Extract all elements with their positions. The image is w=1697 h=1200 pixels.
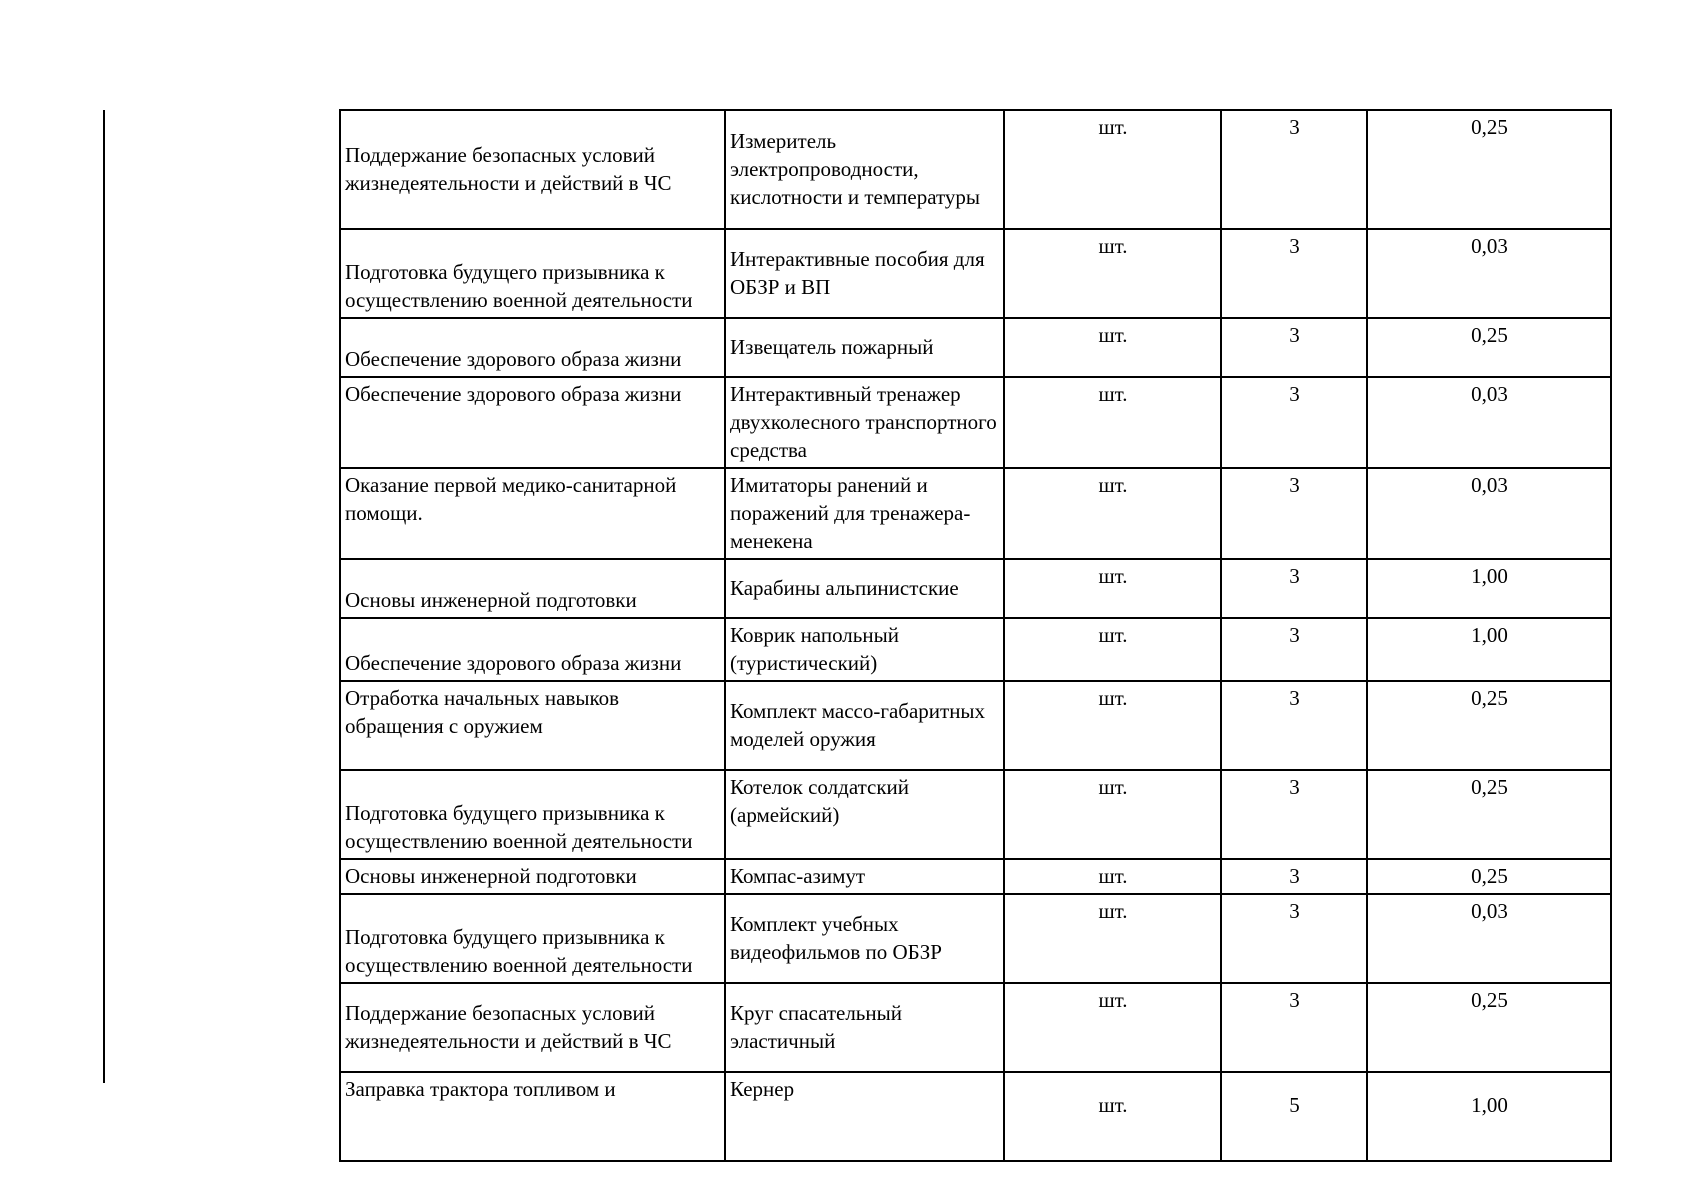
item-text: Котелок солдатский (армейский) [730, 775, 910, 827]
quantity-cell [1221, 894, 1367, 983]
unit-cell [1004, 318, 1221, 377]
unit-cell [1004, 894, 1221, 983]
table-row [340, 110, 1611, 229]
section-cell [340, 377, 725, 468]
table-row [340, 229, 1611, 318]
section-text: Подготовка будущего призывника к осуществлению военной деятельности [345, 260, 693, 312]
unit-cell [1004, 983, 1221, 1072]
norm-cell [1367, 110, 1611, 229]
section-text: Основы инженерной подготовки [345, 864, 637, 888]
unit-text: шт. [1098, 775, 1128, 799]
table-row [340, 1072, 1611, 1161]
quantity-text: 5 [1289, 1093, 1300, 1117]
section-text: Подготовка будущего призывника к осуществлению военной деятельности [345, 925, 693, 977]
section-text: Заправка трактора топливом и [345, 1077, 616, 1101]
norm-cell [1367, 377, 1611, 468]
quantity-text: 3 [1289, 234, 1300, 258]
section-text: Поддержание безопасных условий жизнедеятельности и действий в ЧС [345, 143, 672, 195]
norm-text: 0,25 [1471, 115, 1508, 139]
section-cell [340, 681, 725, 770]
section-text: Подготовка будущего призывника к осуществлению военной деятельности [345, 801, 693, 853]
quantity-cell [1221, 110, 1367, 229]
section-text: Обеспечение здорового образа жизни [345, 347, 682, 371]
item-cell [725, 859, 1004, 894]
item-cell [725, 618, 1004, 681]
section-cell [340, 859, 725, 894]
quantity-cell [1221, 1072, 1367, 1161]
quantity-text: 3 [1289, 115, 1300, 139]
quantity-text: 3 [1289, 686, 1300, 710]
norm-cell [1367, 770, 1611, 859]
table-row [340, 859, 1611, 894]
item-text: Комплект учебных видеофильмов по ОБЗР [730, 912, 942, 964]
table-row [340, 559, 1611, 618]
quantity-cell [1221, 377, 1367, 468]
section-cell [340, 618, 725, 681]
unit-cell [1004, 559, 1221, 618]
section-cell [340, 110, 725, 229]
item-text: Кернер [730, 1077, 795, 1101]
quantity-cell [1221, 859, 1367, 894]
norm-text: 0,03 [1471, 234, 1508, 258]
norm-text: 0,03 [1471, 899, 1508, 923]
section-cell [340, 559, 725, 618]
table-row [340, 770, 1611, 859]
unit-cell [1004, 770, 1221, 859]
norm-cell [1367, 468, 1611, 559]
unit-text: шт. [1098, 323, 1128, 347]
norm-text: 0,25 [1471, 864, 1508, 888]
quantity-cell [1221, 681, 1367, 770]
item-text: Комплект массо-габаритных моделей оружия [730, 699, 986, 751]
norm-cell [1367, 681, 1611, 770]
item-text: Карабины альпинистские [730, 576, 959, 600]
section-text: Обеспечение здорового образа жизни [345, 382, 682, 406]
item-cell [725, 110, 1004, 229]
quantity-cell [1221, 229, 1367, 318]
quantity-cell [1221, 618, 1367, 681]
unit-text: шт. [1098, 988, 1128, 1012]
norm-cell [1367, 318, 1611, 377]
equipment-table-container [339, 109, 1573, 1117]
norm-text: 0,25 [1471, 775, 1508, 799]
section-cell [340, 894, 725, 983]
unit-cell [1004, 468, 1221, 559]
item-cell [725, 318, 1004, 377]
unit-text: шт. [1098, 686, 1128, 710]
item-cell [725, 377, 1004, 468]
norm-cell [1367, 618, 1611, 681]
quantity-cell [1221, 559, 1367, 618]
section-text: Обеспечение здорового образа жизни [345, 651, 682, 675]
quantity-text: 3 [1289, 623, 1300, 647]
item-cell [725, 559, 1004, 618]
section-cell [340, 1072, 725, 1161]
unit-text: шт. [1098, 115, 1128, 139]
unit-cell [1004, 229, 1221, 318]
item-text: Компас-азимут [730, 864, 866, 888]
item-cell [725, 468, 1004, 559]
unit-text: шт. [1098, 564, 1128, 588]
item-text: Интерактивные пособия для ОБЗР и ВП [730, 247, 985, 299]
unit-text: шт. [1098, 899, 1128, 923]
item-text: Измеритель электропроводности, кислотности и температуры [730, 129, 981, 209]
norm-text: 1,00 [1471, 1093, 1508, 1117]
norm-cell [1367, 859, 1611, 894]
norm-cell [1367, 983, 1611, 1072]
table-row [340, 468, 1611, 559]
section-cell [340, 468, 725, 559]
section-text: Основы инженерной подготовки [345, 588, 637, 612]
section-text: Поддержание безопасных условий жизнедеятельности и действий в ЧС [345, 1001, 672, 1053]
page-margin-rule [103, 110, 105, 1083]
section-cell [340, 318, 725, 377]
quantity-text: 3 [1289, 323, 1300, 347]
item-cell [725, 983, 1004, 1072]
table-row [340, 681, 1611, 770]
norm-text: 0,03 [1471, 382, 1508, 406]
quantity-text: 3 [1289, 899, 1300, 923]
norm-cell [1367, 229, 1611, 318]
norm-text: 1,00 [1471, 623, 1508, 647]
quantity-text: 3 [1289, 775, 1300, 799]
quantity-text: 3 [1289, 473, 1300, 497]
item-cell [725, 770, 1004, 859]
unit-cell [1004, 110, 1221, 229]
item-text: Имитаторы ранений и поражений для тренажера-менекена [730, 473, 971, 553]
unit-cell [1004, 859, 1221, 894]
item-cell [725, 894, 1004, 983]
section-cell [340, 770, 725, 859]
item-text: Круг спасательный эластичный [730, 1001, 902, 1053]
unit-cell [1004, 1072, 1221, 1161]
norm-text: 0,25 [1471, 686, 1508, 710]
unit-text: шт. [1098, 382, 1128, 406]
item-cell [725, 229, 1004, 318]
equipment-table [339, 109, 1612, 1162]
norm-text: 0,25 [1471, 988, 1508, 1012]
table-row [340, 983, 1611, 1072]
norm-text: 0,03 [1471, 473, 1508, 497]
quantity-cell [1221, 983, 1367, 1072]
item-text: Коврик напольный (туристический) [730, 623, 899, 675]
quantity-cell [1221, 318, 1367, 377]
norm-cell [1367, 1072, 1611, 1161]
section-text: Оказание первой медико-санитарной помощи. [345, 473, 677, 525]
unit-cell [1004, 377, 1221, 468]
quantity-text: 3 [1289, 988, 1300, 1012]
quantity-text: 3 [1289, 382, 1300, 406]
quantity-cell [1221, 468, 1367, 559]
item-cell [725, 1072, 1004, 1161]
norm-cell [1367, 894, 1611, 983]
unit-text: шт. [1098, 623, 1128, 647]
item-text: Извещатель пожарный [730, 335, 934, 359]
norm-text: 1,00 [1471, 564, 1508, 588]
section-cell [340, 229, 725, 318]
unit-cell [1004, 681, 1221, 770]
table-row [340, 377, 1611, 468]
quantity-text: 3 [1289, 564, 1300, 588]
unit-text: шт. [1098, 473, 1128, 497]
quantity-cell [1221, 770, 1367, 859]
unit-text: шт. [1098, 864, 1128, 888]
norm-text: 0,25 [1471, 323, 1508, 347]
unit-text: шт. [1098, 1093, 1128, 1117]
section-text: Отработка начальных навыков обращения с оружием [345, 686, 620, 738]
table-row [340, 894, 1611, 983]
item-text: Интерактивный тренажер двухколесного транспортного средства [730, 382, 997, 462]
norm-cell [1367, 559, 1611, 618]
section-cell [340, 983, 725, 1072]
quantity-text: 3 [1289, 864, 1300, 888]
unit-text: шт. [1098, 234, 1128, 258]
item-cell [725, 681, 1004, 770]
table-row [340, 618, 1611, 681]
unit-cell [1004, 618, 1221, 681]
table-row [340, 318, 1611, 377]
